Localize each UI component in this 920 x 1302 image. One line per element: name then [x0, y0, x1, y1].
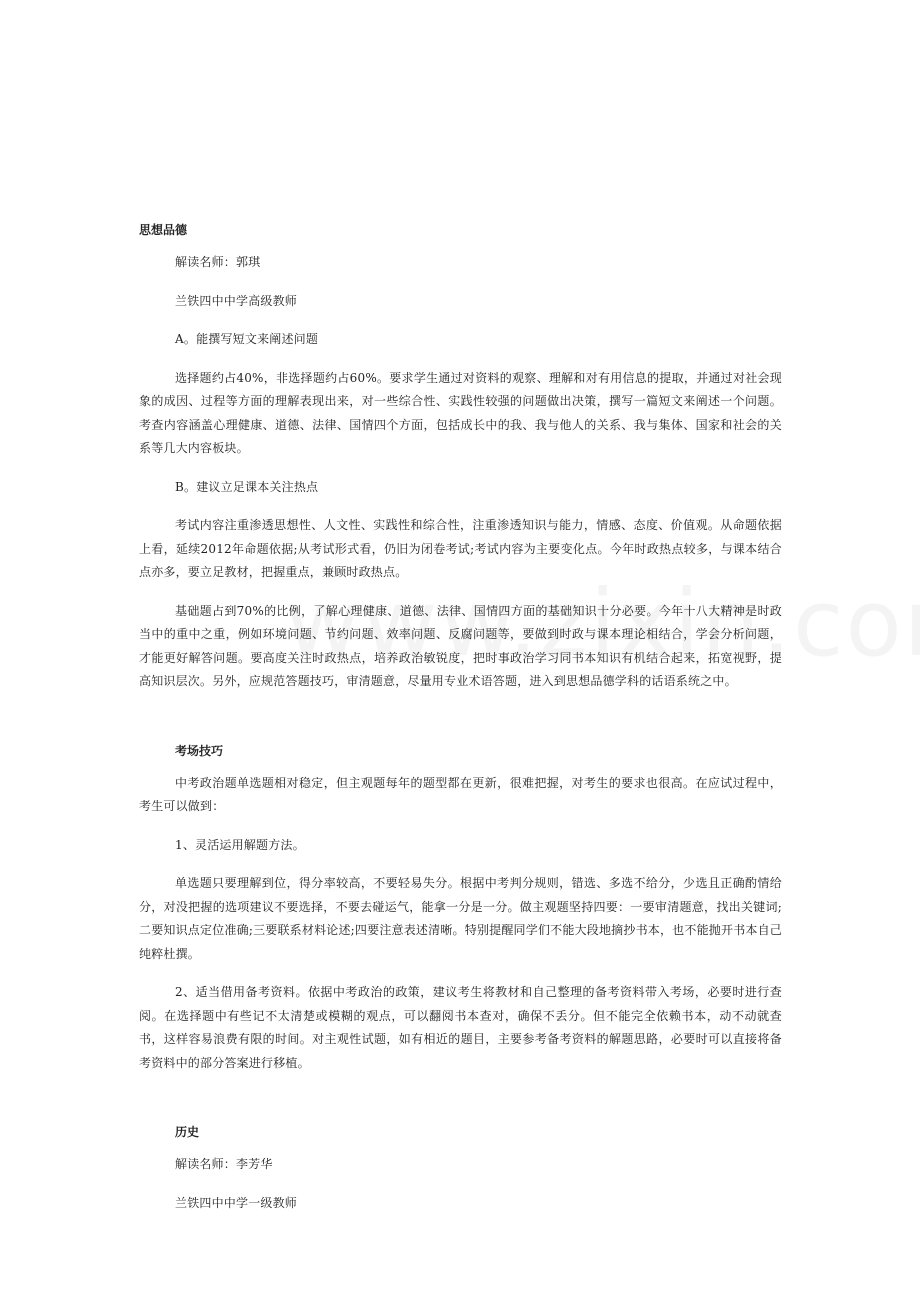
paragraph: 考试内容注重渗透思想性、人文性、实践性和综合性，注重渗透知识与能力，情感、态度、价值观。从命题依据上看，延续2012年命题依据;从考试形式看，仍旧为闭卷考试;考试内容为主要变化点。今年时政热点较多，与课本结合点亦多，要立足教材，把握重点，兼顾时政热点。: [139, 518, 782, 579]
section-title-exam-tips: 考场技巧: [175, 743, 224, 758]
lecturer-name: 解读名师：李芳华: [175, 1157, 273, 1171]
point-a: A。能撰写短文来阐述问题: [175, 332, 319, 346]
paragraph: 2、适当借用备考资料。依据中考政治的政策，建议考生将教材和自己整理的备考资料带入考场，必要时进行查阅。在选择题中有些记不太清楚或模糊的观点，可以翻阅书本查对，确保不丢分。但不能完全依赖书本，动不动就查书，这样容易浪费有限的时间。对主观性试题，如有相近的题目，主要参考备考资料的解题思路，必要时可以直接将备考资料中的部分答案进行移植。: [139, 985, 782, 1070]
lecturer-title: 兰铁四中中学一级教师: [175, 1195, 298, 1210]
lecturer-title: 兰铁四中中学高级教师: [175, 293, 298, 308]
section-title-history: 历史: [175, 1125, 200, 1139]
section-title-morality: 思想品德: [139, 223, 188, 237]
list-item: 1、灵活运用解题方法。: [175, 837, 305, 852]
lecturer-name: 解读名师：郭琪: [175, 255, 261, 269]
paragraph: 选择题约占40%，非选择题约占60%。要求学生通过对资料的观察、理解和对有用信息的提取，并通过对社会现象的成因、过程等方面的理解表现出来，对一些综合性、实践性较强的问题做出决策，撰写一篇短文来阐述一个问题。考查内容涵盖心理健康、道德、法律、国情四个方面，包括成长中的我、我与他人的关系、我与集体、国家和社会的关系等几大内容板块。: [139, 370, 782, 455]
paragraph: 基础题占到70%的比例，了解心理健康、道德、法律、国情四方面的基础知识十分必要。今年十八大精神是时政当中的重中之重，例如环境问题、节约问题、效率问题、反腐问题等，要做到时政与课本理论相结合，学会分析问题，才能更好解答问题。要高度关注时政热点，培养政治敏锐度，把时事政治学习同书本知识有机结合起来，拓宽视野，提高知识层次。另外，应规范答题技巧，审清题意，尽量用专业术语答题，进入到思想品德学科的话语系统之中。: [139, 603, 782, 688]
point-b: B。建议立足课本关注热点: [175, 479, 319, 494]
paragraph: 中考政治题单选题相对稳定，但主观题每年的题型都在更新，很难把握，对考生的要求也很高。在应试过程中，考生可以做到：: [139, 775, 782, 813]
paragraph: 单选题只要理解到位，得分率较高，不要轻易失分。根据中考判分规则，错选、多选不给分，少选且正确酌情给分，对没把握的选项建议不要选择，不要去碰运气，能拿一分是一分。做主观题坚持四要：一要审清题意，找出关键词;二要知识点定位准确;三要联系材料论述;四要注意表述清晰。特别提醒同学们不能大段地摘抄书本，也不能抛开书本自己纯粹杜撰。: [139, 876, 782, 961]
document-content: [139, 222, 782, 1215]
